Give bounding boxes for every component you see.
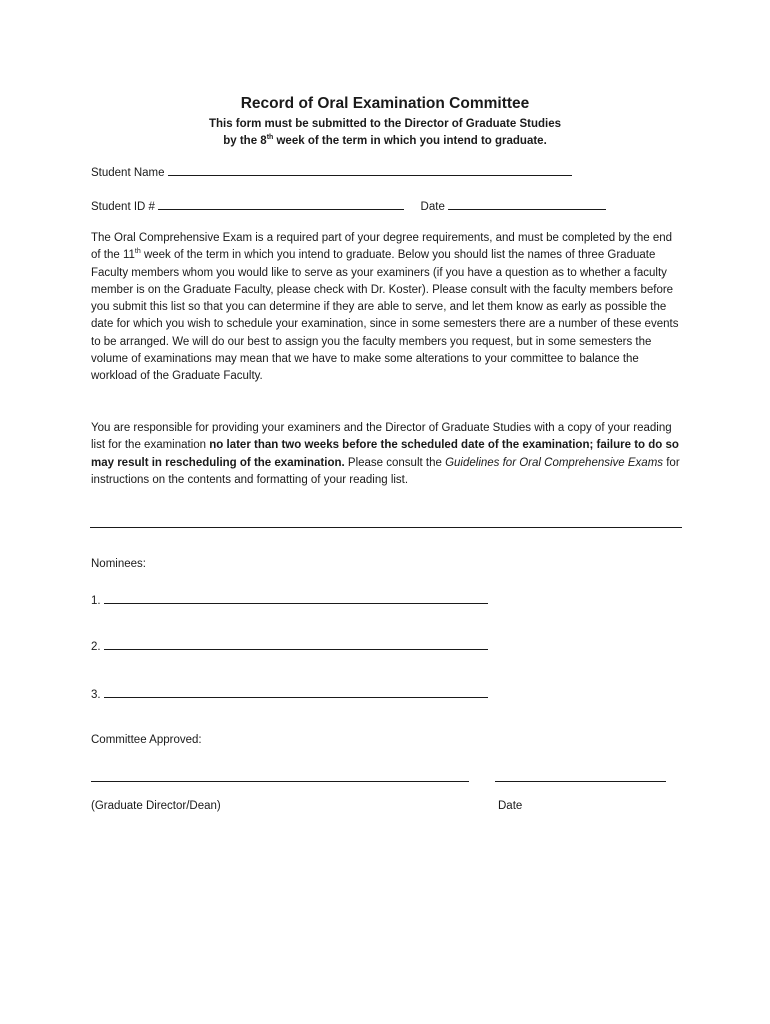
nominee-3-field[interactable] xyxy=(104,686,488,698)
subtitle-post: week of the term in which you intend to graduate. xyxy=(273,135,547,147)
nominee-1-field[interactable] xyxy=(104,592,488,604)
director-signature-line[interactable] xyxy=(91,781,469,782)
student-name-row xyxy=(91,164,572,179)
nominee-row-1 xyxy=(91,592,488,607)
para2-part3: for instructions on the contents and formatting of your reading list. xyxy=(91,456,680,486)
nominees-label: Nominees: xyxy=(91,558,146,570)
para2-italic: Guidelines for Oral Comprehensive Exams xyxy=(445,456,664,469)
student-id-label: Student ID # xyxy=(91,201,155,213)
para2-bold: no later than two weeks before the scheduled date of the examination; failure to do so may result in rescheduling of the examination. xyxy=(91,439,679,469)
form-title: Record of Oral Examination Committee xyxy=(240,95,530,112)
para1-sup: th xyxy=(134,248,141,256)
date-label: Date xyxy=(420,201,445,213)
nominee-number: 2. xyxy=(91,641,101,653)
date-field[interactable] xyxy=(448,198,606,210)
nominee-number: 3. xyxy=(91,689,101,701)
signer-label: (Graduate Director/Dean) xyxy=(91,800,221,812)
nominee-2-field[interactable] xyxy=(104,638,488,650)
form-subtitle-line2 xyxy=(0,135,770,147)
para2-part1: You are responsible for providing your examiners and the Director of Graduate Studies with a copy of your reading list for the examination xyxy=(91,422,672,452)
subtitle-sup: th xyxy=(266,134,274,142)
approval-date-line[interactable] xyxy=(495,781,666,782)
nominee-row-2 xyxy=(91,638,488,653)
student-name-label: Student Name xyxy=(91,167,165,179)
instructions-paragraph-2 xyxy=(91,420,681,489)
student-name-field[interactable] xyxy=(168,164,572,176)
para1-part2: week of the term in which you intend to graduate. Below you should list the names of three Graduate Faculty members whom you would like to serve as your examiners (if you have a question as to whether a faculty member is on the Graduate Faculty, please check with Dr. Koster). Please consult with the faculty members before you submit this list so that you can determine if they are able to serve, and let them know as early as possible the date for which you wish to schedule your examination, since in some semesters there are a number of these events to be arranged. We will do our best to assign you the faculty members you request, but in some semesters the volume of examinations may mean that we have to make some alterations to your committee to balance the workload of the Graduate Faculty. xyxy=(91,249,679,383)
form-subtitle-line1: This form must be submitted to the Director of Graduate Studies xyxy=(208,118,562,130)
approval-date-label: Date xyxy=(498,800,523,812)
instructions-paragraph-1 xyxy=(91,230,681,386)
student-id-row xyxy=(91,198,606,213)
section-divider xyxy=(90,527,682,528)
nominee-number: 1. xyxy=(91,595,101,607)
para2-part2: Please consult the xyxy=(344,456,446,469)
subtitle-pre: by the 8 xyxy=(223,135,267,147)
student-id-field[interactable] xyxy=(158,198,404,210)
nominee-row-3 xyxy=(91,686,488,701)
committee-approved-label: Committee Approved: xyxy=(91,734,202,746)
para1-part1: The Oral Comprehensive Exam is a required part of your degree requirements, and must be completed by the end of the 11 xyxy=(91,232,673,262)
